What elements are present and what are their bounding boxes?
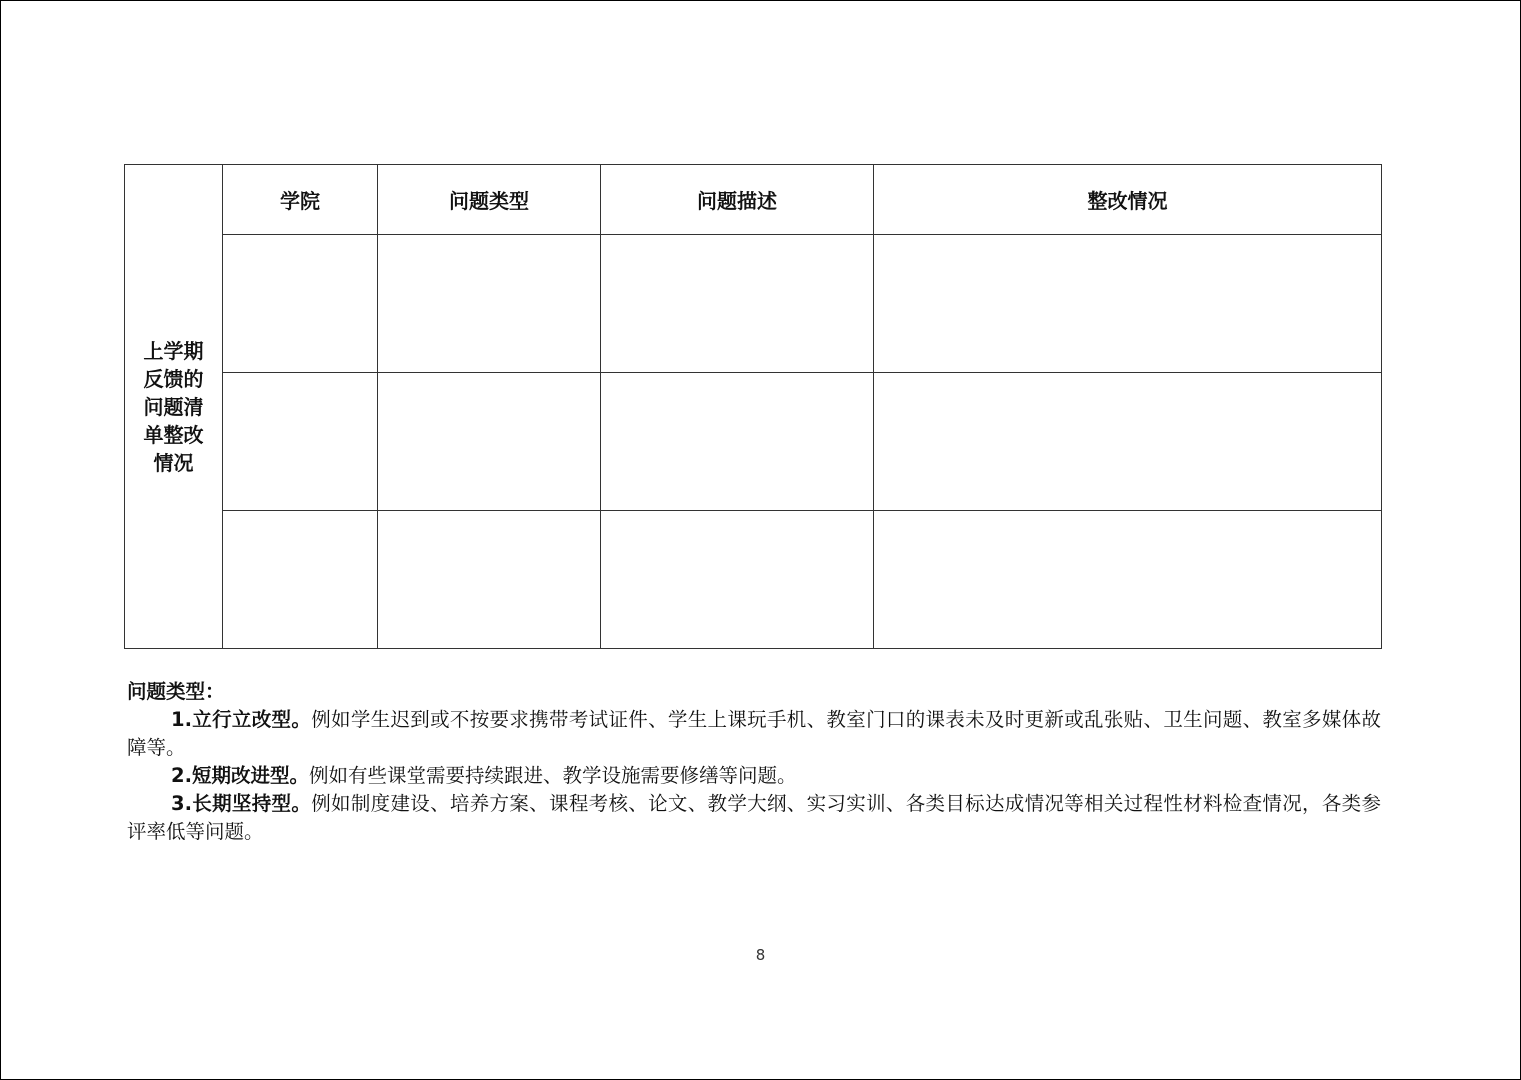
note-item-label: 1.立行立改型。: [171, 708, 312, 731]
note-item-text: 例如有些课堂需要持续跟进、教学设施需要修缮等问题。: [308, 764, 797, 787]
header-rectification-status: 整改情况: [874, 165, 1382, 235]
table-cell[interactable]: [874, 373, 1382, 511]
table-cell[interactable]: [601, 235, 874, 373]
note-item: [127, 790, 1381, 846]
page-number: 8: [755, 946, 766, 964]
note-item: [127, 762, 1381, 790]
header-college: 学院: [223, 165, 378, 235]
note-item-label: 2.短期改进型。: [171, 764, 309, 787]
table-cell[interactable]: [874, 235, 1382, 373]
table-cell[interactable]: [601, 511, 874, 649]
problem-type-notes: [127, 678, 1381, 846]
note-item-text: 例如学生迟到或不按要求携带考试证件、学生上课玩手机、教室门口的课表未及时更新或乱张贴、卫生问题、教室多媒体故障等。: [127, 708, 1381, 759]
note-item-label: 3.长期坚持型。: [171, 792, 312, 815]
note-item: [127, 706, 1381, 762]
header-problem-type: 问题类型: [378, 165, 601, 235]
table-row: [125, 373, 1382, 511]
table-cell[interactable]: [378, 511, 601, 649]
table-cell[interactable]: [223, 373, 378, 511]
note-item-text: 例如制度建设、培养方案、课程考核、论文、教学大纲、实习实训、各类目标达成情况等相关过程性材料检查情况，各类参评率低等问题。: [127, 792, 1381, 843]
table-row: [125, 511, 1382, 649]
side-label-cell: [125, 165, 223, 649]
side-label: 上学期反馈的问题清单整改情况: [143, 338, 204, 475]
notes-title: 问题类型：: [127, 680, 225, 703]
table-cell[interactable]: [223, 511, 378, 649]
header-problem-description: 问题描述: [601, 165, 874, 235]
table-header-row: [125, 165, 1382, 235]
table-cell[interactable]: [378, 373, 601, 511]
table-cell[interactable]: [874, 511, 1382, 649]
table-cell[interactable]: [601, 373, 874, 511]
rectification-table: [124, 164, 1382, 649]
table-row: [125, 235, 1382, 373]
table-cell[interactable]: [223, 235, 378, 373]
table-cell[interactable]: [378, 235, 601, 373]
